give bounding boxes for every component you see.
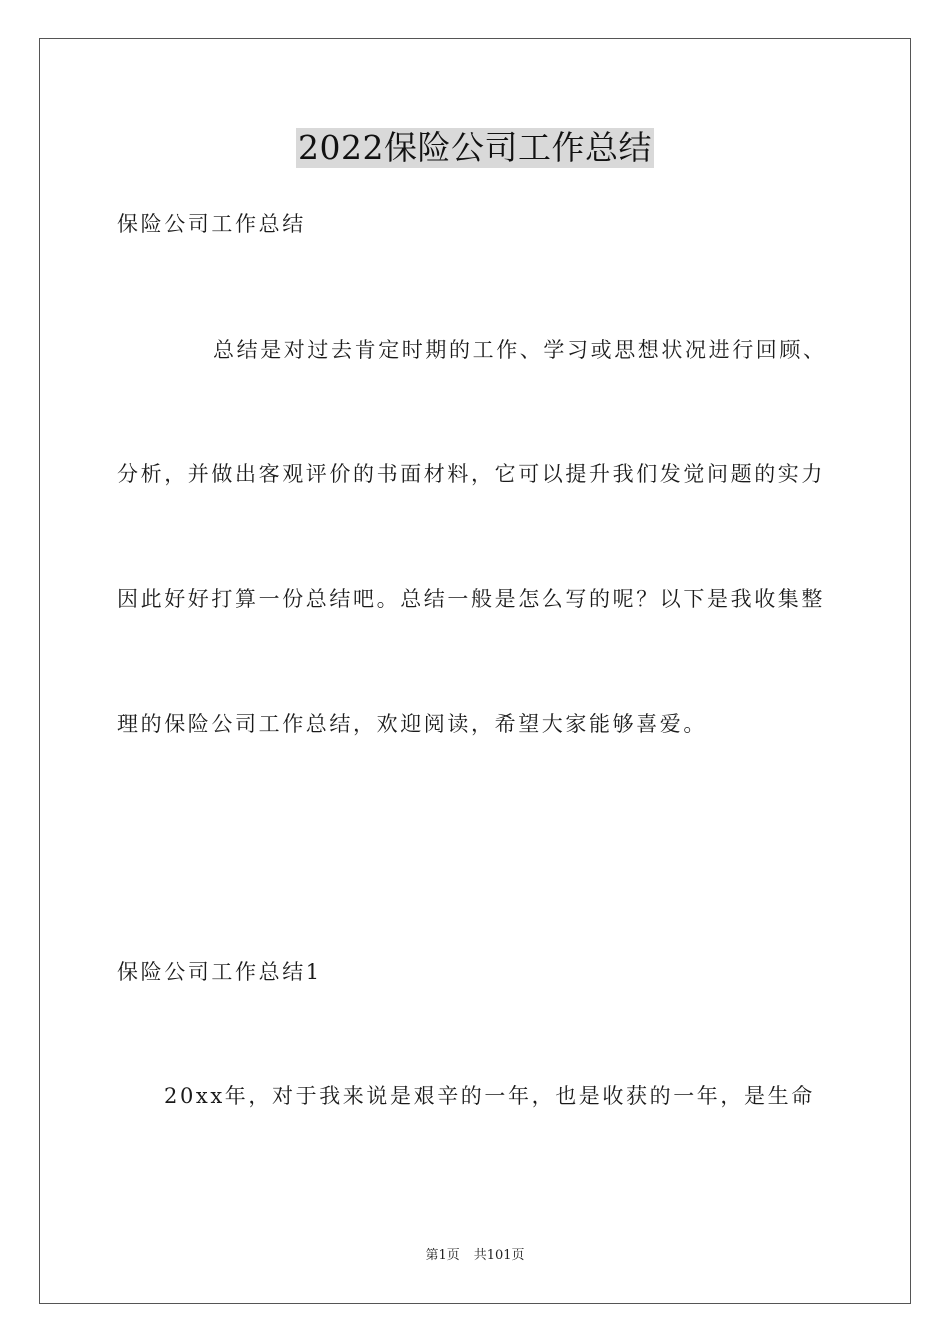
intro-line-2: 分析，并做出客观评价的书面材料，它可以提升我们发觉问题的实力 <box>117 462 825 486</box>
intro-line-1: 总结是对过去肯定时期的工作、学习或思想状况进行回顾、 <box>213 338 827 362</box>
page-number-label: 第1页 <box>425 1248 460 1263</box>
document-subtitle: 保险公司工作总结 <box>117 212 306 236</box>
section-first-line: 20xx年，对于我来说是艰辛的一年，也是收获的一年，是生命 <box>164 1084 815 1108</box>
page-footer <box>0 1247 950 1265</box>
title-wrap <box>0 128 950 168</box>
section-heading: 保险公司工作总结1 <box>117 960 322 984</box>
page-total-label: 共101页 <box>473 1248 525 1263</box>
document-title: 2022保险公司工作总结 <box>298 128 652 167</box>
intro-line-3: 因此好好打算一份总结吧。总结一般是怎么写的呢？以下是我收集整 <box>117 587 825 611</box>
intro-line-4: 理的保险公司工作总结，欢迎阅读，希望大家能够喜爱。 <box>117 712 707 736</box>
